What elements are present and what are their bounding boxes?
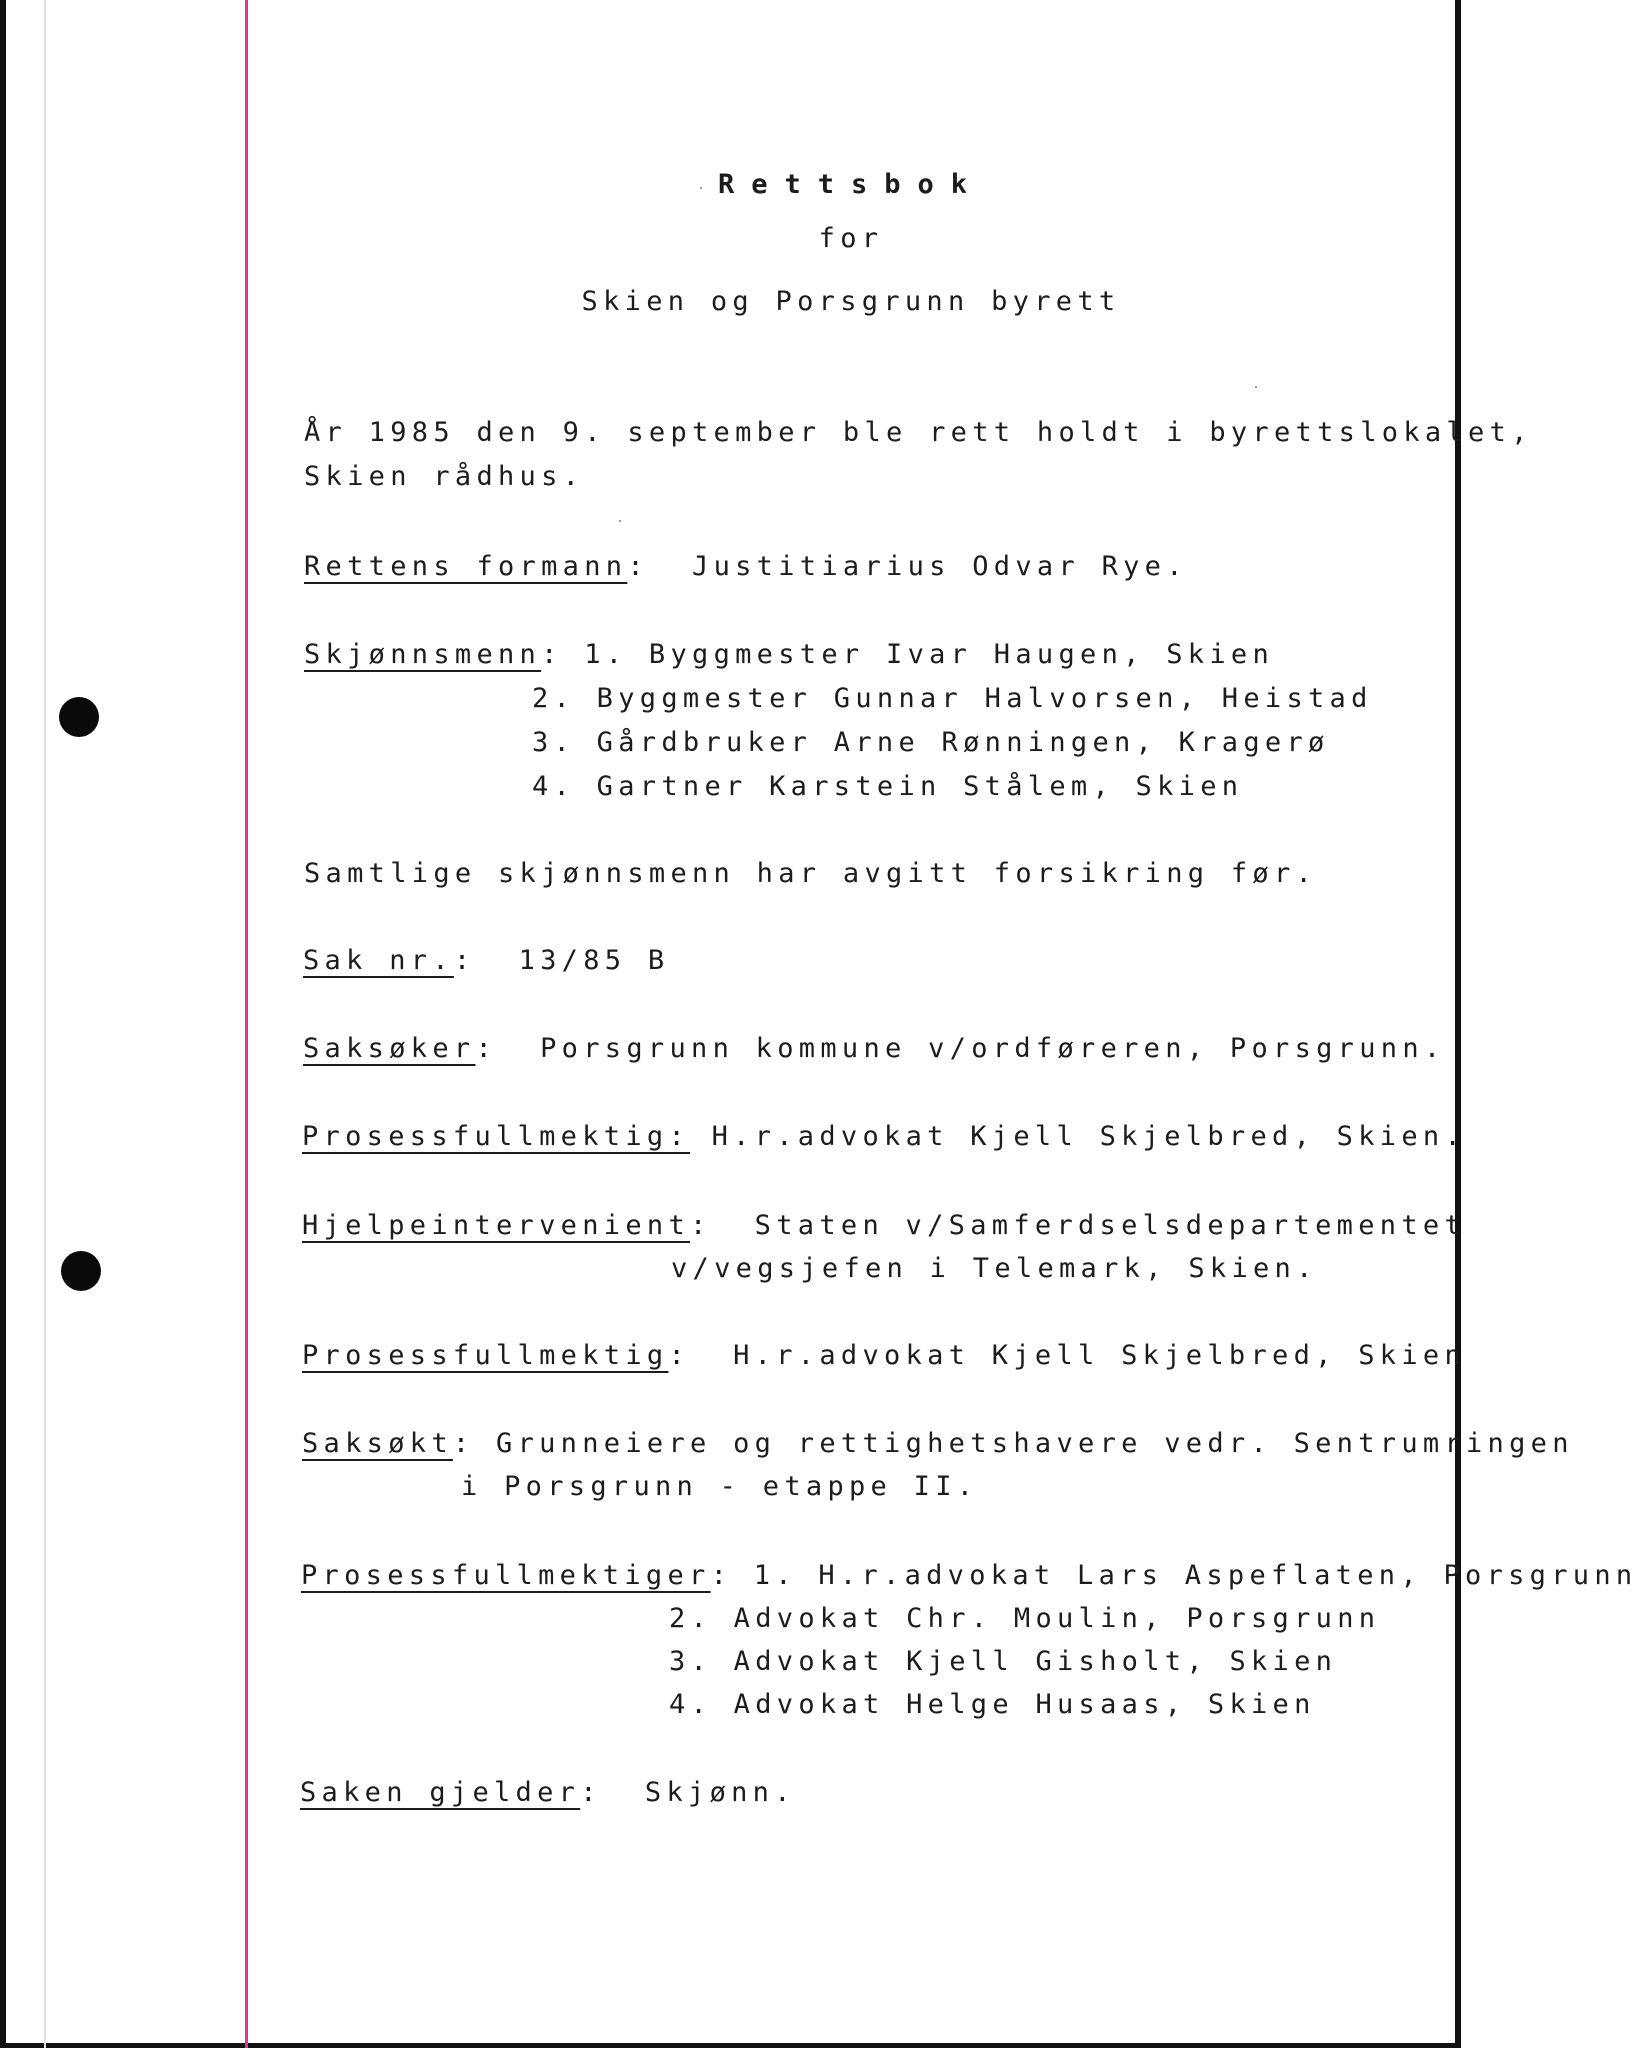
hjelpeintervenient-line-2: v/vegsjefen i Telemark, Skien. — [671, 1253, 1318, 1284]
formann-row — [304, 550, 1188, 584]
prosessfullmektiger-label: Prosessfullmektiger — [301, 1560, 711, 1591]
skjonnsmann-item: 2. Byggmester Gunnar Halvorsen, Heistad — [532, 683, 1373, 714]
formann-label: Rettens formann — [304, 551, 628, 582]
skjonnsmann-item: 1. Byggmester Ivar Haugen, Skien — [584, 639, 1275, 670]
skjonnsmann-item: 3. Gårdbruker Arne Rønningen, Kragerø — [532, 727, 1330, 758]
skjonnsmann-item: 4. Gartner Karstein Stålem, Skien — [532, 771, 1244, 802]
saksoker-row — [303, 1032, 1445, 1066]
gjelder-value: Skjønn. — [644, 1777, 796, 1808]
prosessfullmektig-value: H.r.advokat Kjell Skjelbred, Skien. — [711, 1121, 1467, 1152]
colon: : — [710, 1560, 754, 1591]
saksokt-label: Saksøkt — [302, 1428, 453, 1459]
gjelder-row — [300, 1776, 796, 1810]
intro-line-2: Skien rådhus. — [304, 461, 585, 492]
colon: : — [668, 1340, 734, 1371]
saksoker-value: Porsgrunn kommune v/ordføreren, Porsgrunn. — [540, 1033, 1446, 1064]
sak-row — [303, 944, 669, 978]
skjonnsmenn-row — [304, 638, 1274, 672]
scan-speck — [619, 520, 621, 522]
colon: : — [475, 1033, 541, 1064]
spacer — [690, 1121, 712, 1152]
colon: : — [668, 1121, 691, 1152]
formann-value: Justitiarius Odvar Rye. — [692, 551, 1188, 582]
colon: : — [580, 1777, 645, 1808]
prosessfullmektig-row — [302, 1120, 1466, 1154]
hjelpeintervenient-row — [302, 1209, 1466, 1243]
saksokt-line-1: Grunneiere og rettighetshavere vedr. Sentrumringen — [496, 1428, 1574, 1459]
document-title: Rettsbok — [717, 169, 985, 200]
paper-fold-line — [44, 0, 46, 2048]
saksoker-label: Saksøker — [303, 1033, 476, 1064]
hjelpeintervenient-label: Hjelpeintervenient — [302, 1210, 690, 1241]
skjonnsmenn-label: Skjønnsmenn — [304, 639, 542, 670]
prosessfullmektig-label: Prosessfullmektig — [302, 1121, 669, 1152]
forsikring-text: Samtlige skjønnsmenn har avgitt forsikring før. — [304, 858, 1318, 889]
scan-speck — [1255, 386, 1257, 388]
gjelder-label: Saken gjelder — [300, 1777, 581, 1808]
colon: : — [627, 551, 693, 582]
scan-edge-bottom — [0, 2043, 1461, 2048]
colon: : — [453, 945, 519, 976]
prosessfullmektiger-item: 4. Advokat Helge Husaas, Skien — [669, 1689, 1316, 1720]
prosessfullmektig-value: H.r.advokat Kjell Skjelbred, Skien — [733, 1340, 1467, 1371]
margin-line — [245, 0, 248, 2048]
punch-hole-icon — [59, 697, 99, 737]
prosessfullmektig-row — [302, 1339, 1466, 1373]
saksokt-line-2: i Porsgrunn - etappe II. — [461, 1471, 979, 1502]
prosessfullmektig-label: Prosessfullmektig — [302, 1340, 669, 1371]
title-for: for — [818, 223, 884, 254]
court-name: Skien og Porsgrunn byrett — [581, 286, 1121, 317]
saksokt-row — [302, 1427, 1574, 1461]
colon: : — [452, 1428, 497, 1459]
prosessfullmektiger-row — [301, 1559, 1637, 1593]
intro-line-1: År 1985 den 9. september ble rett holdt i byrettslokalet, — [304, 417, 1533, 448]
sak-value: 13/85 B — [518, 945, 670, 976]
colon: : — [690, 1210, 755, 1241]
colon: : — [541, 639, 585, 670]
prosessfullmektiger-item: 3. Advokat Kjell Gisholt, Skien — [669, 1646, 1338, 1677]
hjelpeintervenient-line-1: Staten v/Samferdselsdepartementet — [754, 1210, 1466, 1241]
prosessfullmektiger-item: 1. H.r.advokat Lars Aspeflaten, Porsgrunn — [753, 1560, 1637, 1591]
sak-label: Sak nr. — [303, 945, 454, 976]
prosessfullmektiger-item: 2. Advokat Chr. Moulin, Porsgrunn — [669, 1603, 1381, 1634]
punch-hole-icon — [61, 1251, 101, 1291]
scan-edge-left — [0, 0, 6, 2048]
scan-edge-right — [1455, 0, 1461, 2048]
